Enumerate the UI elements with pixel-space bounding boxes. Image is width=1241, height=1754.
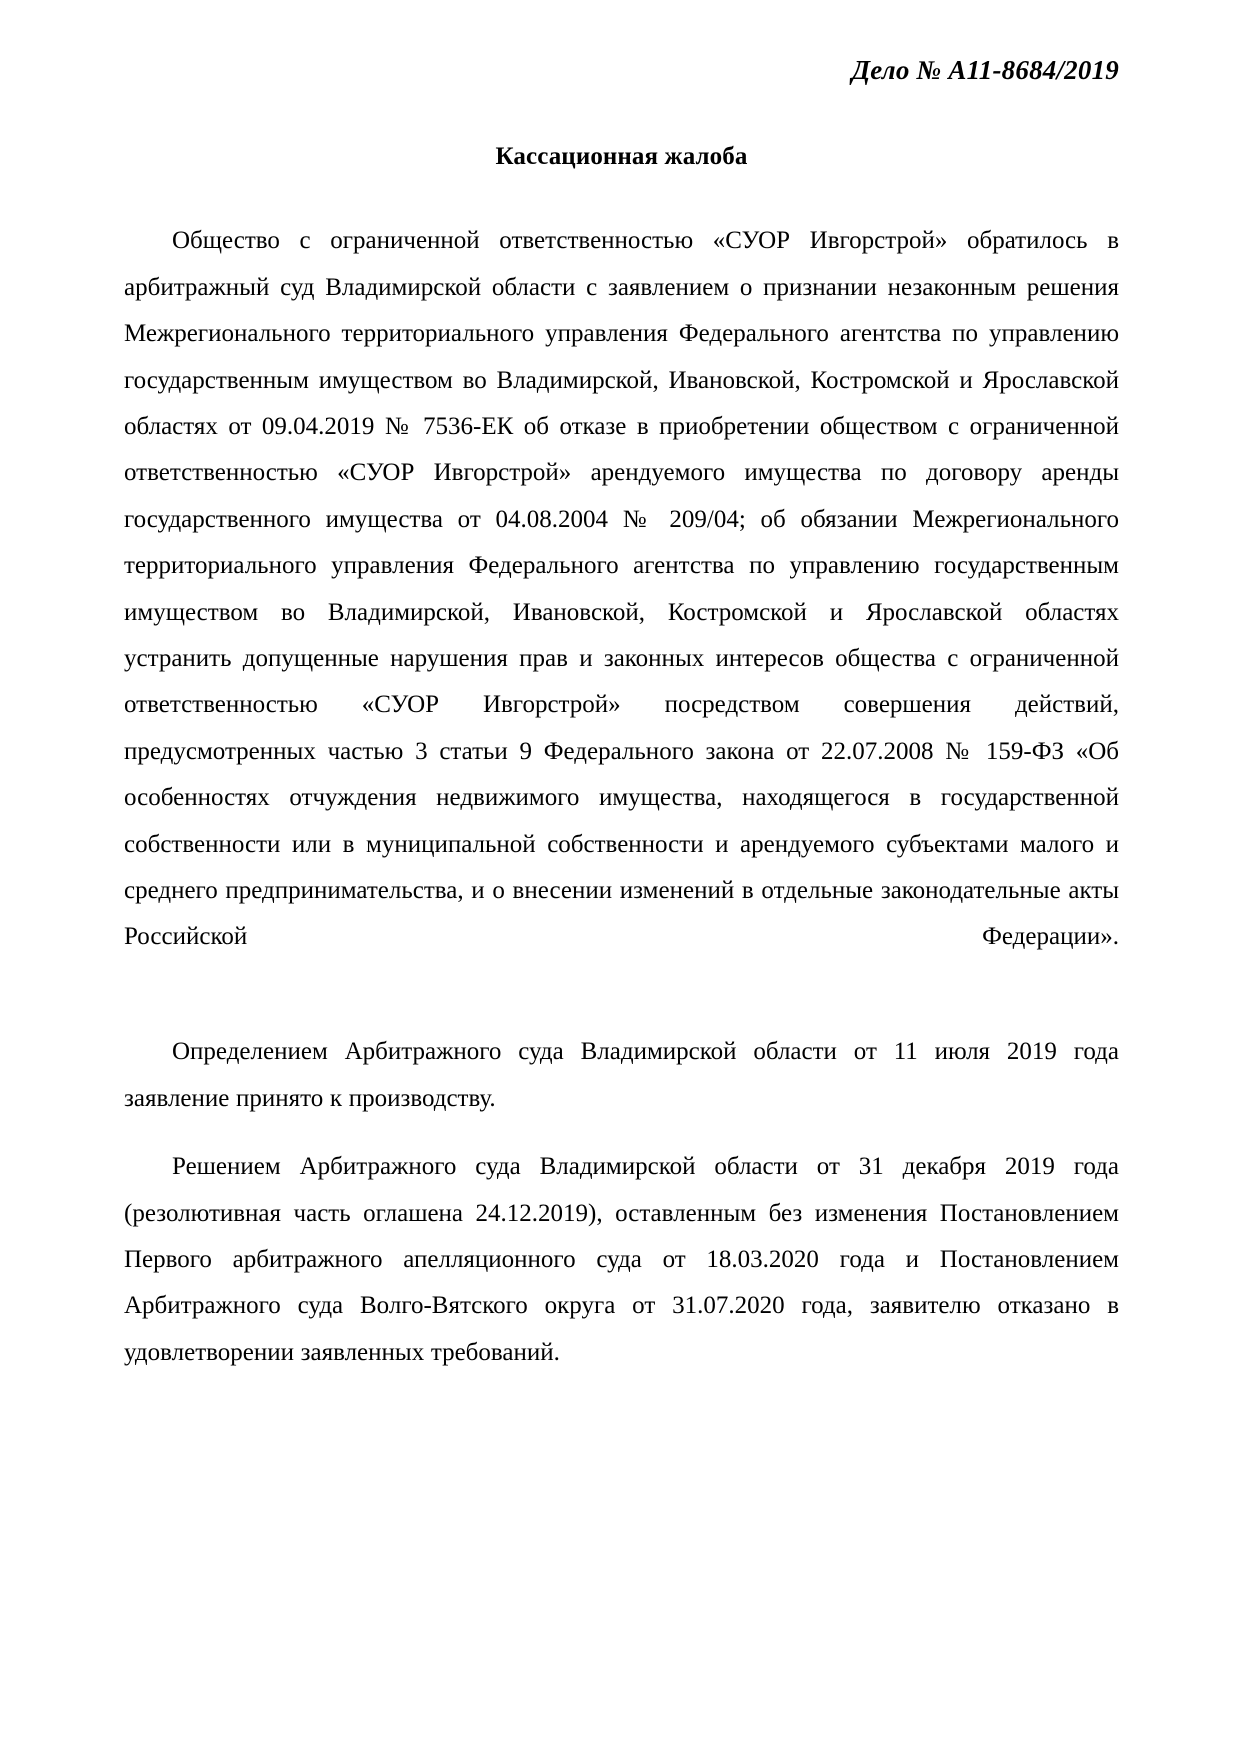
document-body bbox=[124, 218, 1119, 1376]
case-number-header: Дело № А11-8684/2019 bbox=[851, 55, 1119, 85]
paragraph-case-accepted: Определением Арбитражного суда Владимирской области от 11 июля 2019 года заявление принято к производству. bbox=[124, 1038, 1119, 1112]
page-title: Кассационная жалоба bbox=[495, 143, 748, 171]
paragraph-decision-denied: Решением Арбитражного суда Владимирской области от 31 декабря 2019 года (резолютивная часть оглашена 24.12.2019), оставленным без изменения Постановлением Первого арбитражного апелляционного суда от 18.03.2020 года и Постановлением Арбитражного суда Волго-Вятского округа от 31.07.2020 года, заявителю отказано в удовлетворении заявленных требований. bbox=[124, 1153, 1119, 1366]
paragraph-claim-description: Общество с ограниченной ответственностью «СУОР Ивгорстрой» обратилось в арбитражный суд Владимирской области с заявлением о признании незаконным решения Межрегионального территориального управления Федерального агентства по управлению государственным имуществом во Владимирской, Ивановской, Костромской и Ярославской областях от 09.04.2019 № 7536-ЕК об отказе в приобретении обществом с ограниченной ответственностью «СУОР Ивгорстрой» арендуемого имущества по договору аренды государственного имущества от 04.08.2004 № 209/04; об обязании Межрегионального территориального управления Федерального агентства по управлению государственным имуществом во Владимирской, Ивановской, Костромской и Ярославской областях устранить допущенные нарушения прав и законных интересов общества с ограниченной ответственностью «СУОР Ивгорстрой» посредством совершения действий, предусмотренных частью 3 статьи 9 Федерального закона от 22.07.2008 № 159-ФЗ «Об особенностях отчуждения недвижимого имущества, находящегося в государственной собственности или в муниципальной собственности и арендуемого субъектами малого и среднего предпринимательства, и о внесении изменений в отдельные законодательные акты Российской Федерации». bbox=[124, 227, 1119, 951]
